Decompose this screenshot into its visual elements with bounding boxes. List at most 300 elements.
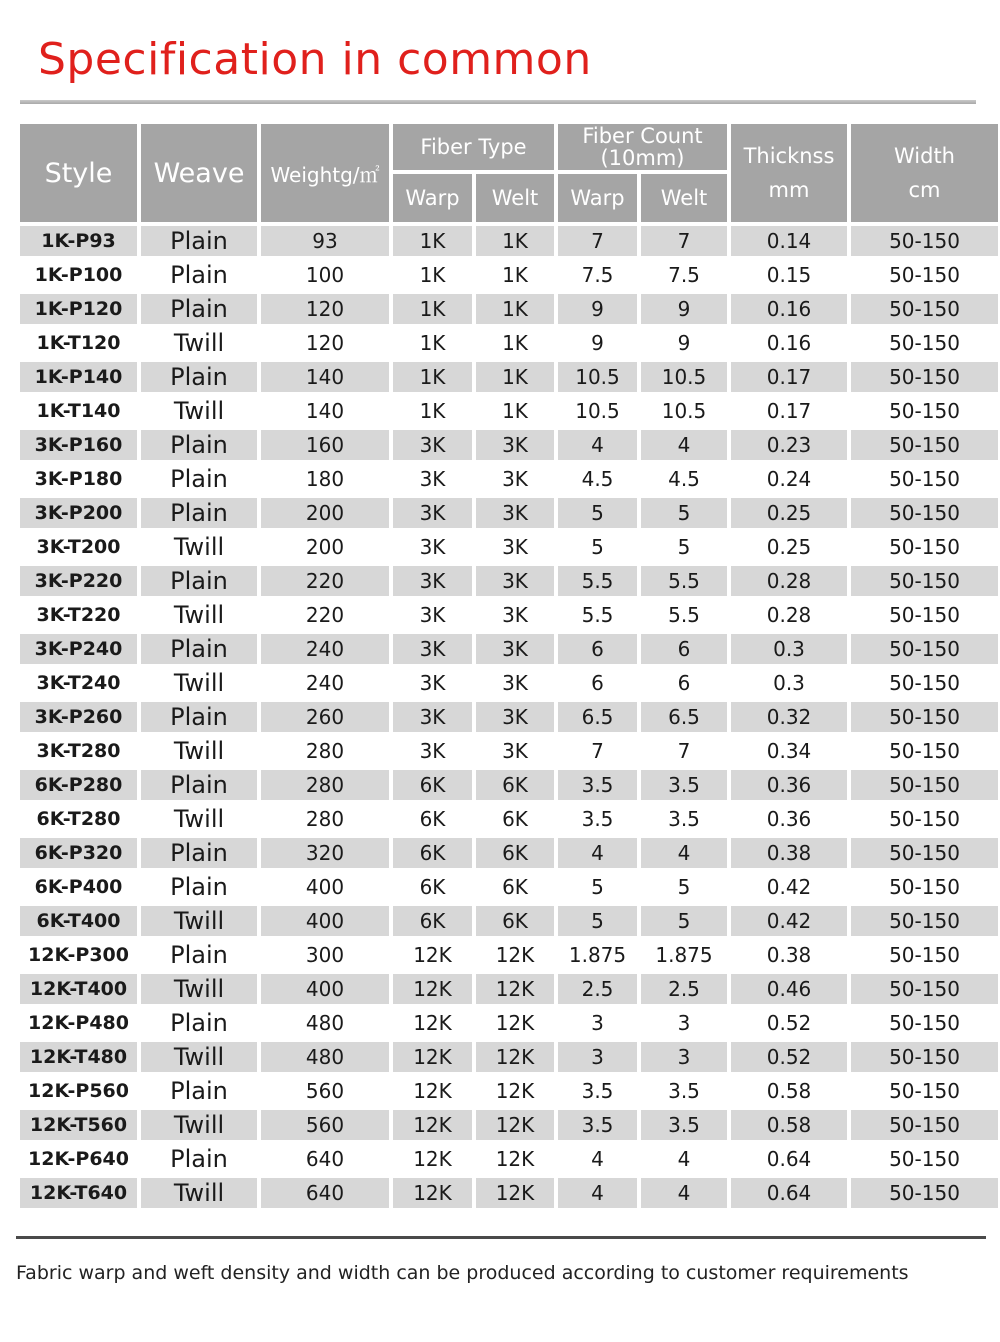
cell-fiber-count-welt: 3 (641, 1008, 727, 1038)
cell-fiber-type-welt: 6K (476, 804, 554, 834)
cell-fiber-count-welt: 3 (641, 1042, 727, 1072)
cell-style: 6K-P280 (20, 770, 137, 800)
cell-style: 12K-P560 (20, 1076, 137, 1106)
cell-fiber-type-warp: 3K (393, 702, 472, 732)
footer-divider (16, 1236, 986, 1239)
cell-fiber-count-warp: 10.5 (558, 362, 637, 392)
cell-thickness: 0.25 (731, 498, 847, 528)
cell-weight: 400 (261, 872, 389, 902)
cell-fiber-type-welt: 12K (476, 1110, 554, 1140)
footnote: Fabric warp and weft density and width can be produced according to customer requirements (16, 1262, 909, 1284)
cell-weight: 280 (261, 804, 389, 834)
cell-style: 3K-T280 (20, 736, 137, 766)
cell-fiber-count-welt: 7.5 (641, 260, 727, 290)
cell-fiber-count-welt: 6 (641, 668, 727, 698)
header-weave: Weave (141, 124, 257, 222)
cell-weight: 480 (261, 1042, 389, 1072)
cell-fiber-count-warp: 2.5 (558, 974, 637, 1004)
table-row (20, 600, 998, 630)
cell-fiber-count-welt: 2.5 (641, 974, 727, 1004)
cell-fiber-count-welt: 5.5 (641, 600, 727, 630)
cell-weight: 560 (261, 1076, 389, 1106)
table-row (20, 804, 998, 834)
cell-weight: 280 (261, 770, 389, 800)
cell-fiber-count-welt: 6.5 (641, 702, 727, 732)
cell-weave: Twill (141, 396, 257, 426)
cell-width: 50-150 (851, 226, 998, 256)
cell-width: 50-150 (851, 1110, 998, 1140)
cell-weight: 300 (261, 940, 389, 970)
cell-fiber-count-welt: 3.5 (641, 804, 727, 834)
cell-style: 3K-P180 (20, 464, 137, 494)
cell-fiber-type-warp: 1K (393, 294, 472, 324)
header-fiber-count (558, 124, 727, 170)
cell-thickness: 0.15 (731, 260, 847, 290)
cell-weave: Plain (141, 260, 257, 290)
cell-fiber-count-warp: 5.5 (558, 566, 637, 596)
table-row (20, 1076, 998, 1106)
cell-fiber-type-warp: 12K (393, 940, 472, 970)
cell-fiber-count-warp: 5.5 (558, 600, 637, 630)
table-row (20, 906, 998, 936)
cell-thickness: 0.28 (731, 600, 847, 630)
cell-thickness: 0.42 (731, 872, 847, 902)
cell-weight: 560 (261, 1110, 389, 1140)
cell-weave: Plain (141, 430, 257, 460)
table-row (20, 1042, 998, 1072)
cell-style: 6K-P320 (20, 838, 137, 868)
cell-width: 50-150 (851, 1178, 998, 1208)
cell-weave: Plain (141, 1008, 257, 1038)
cell-weave: Twill (141, 1110, 257, 1140)
cell-fiber-type-warp: 6K (393, 872, 472, 902)
cell-width: 50-150 (851, 804, 998, 834)
table-row (20, 940, 998, 970)
cell-style: 1K-P120 (20, 294, 137, 324)
cell-width: 50-150 (851, 600, 998, 630)
table-row (20, 396, 998, 426)
cell-thickness: 0.52 (731, 1042, 847, 1072)
cell-fiber-type-welt: 1K (476, 362, 554, 392)
cell-style: 6K-T400 (20, 906, 137, 936)
cell-thickness: 0.23 (731, 430, 847, 460)
cell-style: 3K-P200 (20, 498, 137, 528)
header-weight: Weightg/㎡ (261, 124, 389, 222)
cell-fiber-count-warp: 5 (558, 498, 637, 528)
cell-fiber-type-warp: 3K (393, 532, 472, 562)
cell-style: 1K-P93 (20, 226, 137, 256)
table-row (20, 566, 998, 596)
cell-thickness: 0.17 (731, 362, 847, 392)
cell-weave: Plain (141, 498, 257, 528)
cell-weave: Plain (141, 1076, 257, 1106)
cell-fiber-type-warp: 12K (393, 1144, 472, 1174)
cell-fiber-type-welt: 12K (476, 974, 554, 1004)
cell-fiber-count-welt: 5 (641, 872, 727, 902)
cell-width: 50-150 (851, 1008, 998, 1038)
table-row (20, 498, 998, 528)
cell-thickness: 0.42 (731, 906, 847, 936)
cell-weight: 640 (261, 1178, 389, 1208)
cell-weight: 640 (261, 1144, 389, 1174)
cell-fiber-count-welt: 7 (641, 736, 727, 766)
cell-fiber-type-welt: 12K (476, 1144, 554, 1174)
cell-fiber-type-welt: 3K (476, 668, 554, 698)
cell-thickness: 0.3 (731, 634, 847, 664)
cell-fiber-type-warp: 3K (393, 430, 472, 460)
cell-fiber-count-warp: 6.5 (558, 702, 637, 732)
cell-width: 50-150 (851, 940, 998, 970)
cell-thickness: 0.58 (731, 1076, 847, 1106)
cell-fiber-count-welt: 3.5 (641, 1076, 727, 1106)
table-row (20, 1144, 998, 1174)
cell-fiber-count-warp: 10.5 (558, 396, 637, 426)
cell-width: 50-150 (851, 702, 998, 732)
cell-weave: Twill (141, 328, 257, 358)
cell-fiber-type-welt: 3K (476, 736, 554, 766)
cell-fiber-type-welt: 12K (476, 1076, 554, 1106)
header-fiber-count-welt: Welt (641, 174, 727, 222)
cell-weight: 320 (261, 838, 389, 868)
cell-width: 50-150 (851, 328, 998, 358)
cell-fiber-count-welt: 7 (641, 226, 727, 256)
cell-style: 12K-T400 (20, 974, 137, 1004)
cell-fiber-count-welt: 5 (641, 906, 727, 936)
cell-weave: Twill (141, 906, 257, 936)
cell-fiber-count-welt: 4.5 (641, 464, 727, 494)
cell-fiber-count-warp: 4 (558, 430, 637, 460)
cell-fiber-type-welt: 3K (476, 702, 554, 732)
cell-width: 50-150 (851, 294, 998, 324)
table-row (20, 634, 998, 664)
cell-weave: Plain (141, 362, 257, 392)
header-fiber-count-line2: (10mm) (600, 146, 685, 170)
cell-weight: 93 (261, 226, 389, 256)
cell-width: 50-150 (851, 872, 998, 902)
cell-fiber-type-warp: 3K (393, 464, 472, 494)
cell-weave: Twill (141, 974, 257, 1004)
cell-fiber-count-warp: 5 (558, 872, 637, 902)
table-row (20, 1110, 998, 1140)
cell-fiber-type-welt: 1K (476, 260, 554, 290)
cell-weight: 140 (261, 362, 389, 392)
cell-fiber-count-warp: 7.5 (558, 260, 637, 290)
cell-fiber-type-warp: 12K (393, 1008, 472, 1038)
header-thickness (731, 124, 847, 222)
table-row (20, 770, 998, 800)
cell-weave: Plain (141, 226, 257, 256)
cell-thickness: 0.34 (731, 736, 847, 766)
cell-width: 50-150 (851, 430, 998, 460)
cell-fiber-count-warp: 4 (558, 1178, 637, 1208)
cell-thickness: 0.16 (731, 328, 847, 358)
cell-weave: Plain (141, 566, 257, 596)
cell-fiber-type-welt: 1K (476, 294, 554, 324)
cell-weight: 100 (261, 260, 389, 290)
header-fiber-type-warp: Warp (393, 174, 472, 222)
cell-weight: 140 (261, 396, 389, 426)
cell-fiber-count-warp: 6 (558, 668, 637, 698)
cell-style: 3K-T220 (20, 600, 137, 630)
cell-fiber-count-warp: 9 (558, 328, 637, 358)
cell-fiber-count-welt: 4 (641, 838, 727, 868)
header-width-line2: cm (908, 178, 941, 202)
cell-fiber-type-warp: 12K (393, 1110, 472, 1140)
cell-style: 1K-T140 (20, 396, 137, 426)
cell-weight: 120 (261, 328, 389, 358)
table-body (20, 226, 998, 1208)
cell-weave: Plain (141, 1144, 257, 1174)
table-row (20, 464, 998, 494)
cell-fiber-type-welt: 6K (476, 906, 554, 936)
cell-weave: Twill (141, 532, 257, 562)
cell-width: 50-150 (851, 498, 998, 528)
cell-fiber-type-welt: 12K (476, 1042, 554, 1072)
header-fiber-count-line1: Fiber Count (582, 123, 703, 148)
cell-fiber-count-warp: 5 (558, 906, 637, 936)
cell-fiber-count-warp: 9 (558, 294, 637, 324)
cell-style: 12K-T480 (20, 1042, 137, 1072)
cell-thickness: 0.52 (731, 1008, 847, 1038)
header-thickness-line2: mm (768, 178, 810, 202)
cell-weave: Plain (141, 634, 257, 664)
cell-fiber-count-welt: 10.5 (641, 362, 727, 392)
cell-weight: 280 (261, 736, 389, 766)
cell-fiber-type-warp: 3K (393, 600, 472, 630)
cell-fiber-count-welt: 10.5 (641, 396, 727, 426)
cell-fiber-count-warp: 6 (558, 634, 637, 664)
table-row (20, 226, 998, 256)
cell-width: 50-150 (851, 464, 998, 494)
cell-fiber-type-welt: 12K (476, 1008, 554, 1038)
cell-fiber-count-welt: 3.5 (641, 770, 727, 800)
cell-fiber-type-welt: 12K (476, 940, 554, 970)
cell-weave: Plain (141, 838, 257, 868)
cell-fiber-count-warp: 3.5 (558, 1076, 637, 1106)
cell-weight: 220 (261, 600, 389, 630)
cell-weight: 200 (261, 498, 389, 528)
cell-fiber-count-welt: 4 (641, 1178, 727, 1208)
cell-fiber-count-warp: 3 (558, 1008, 637, 1038)
cell-fiber-type-welt: 6K (476, 872, 554, 902)
cell-fiber-type-warp: 6K (393, 838, 472, 868)
table-row (20, 838, 998, 868)
cell-fiber-type-warp: 3K (393, 736, 472, 766)
table-row (20, 260, 998, 290)
cell-fiber-count-welt: 3.5 (641, 1110, 727, 1140)
cell-weight: 480 (261, 1008, 389, 1038)
cell-weight: 120 (261, 294, 389, 324)
cell-fiber-type-welt: 3K (476, 566, 554, 596)
cell-fiber-type-warp: 12K (393, 1042, 472, 1072)
cell-weave: Plain (141, 872, 257, 902)
cell-style: 3K-T200 (20, 532, 137, 562)
cell-fiber-type-welt: 1K (476, 396, 554, 426)
cell-weight: 240 (261, 668, 389, 698)
page-title: Specification in common (38, 34, 592, 85)
cell-fiber-type-welt: 3K (476, 532, 554, 562)
table-row (20, 1008, 998, 1038)
cell-fiber-type-welt: 3K (476, 634, 554, 664)
cell-fiber-count-warp: 3.5 (558, 770, 637, 800)
cell-style: 6K-P400 (20, 872, 137, 902)
cell-fiber-type-welt: 1K (476, 226, 554, 256)
cell-fiber-type-welt: 6K (476, 838, 554, 868)
cell-weight: 180 (261, 464, 389, 494)
cell-thickness: 0.3 (731, 668, 847, 698)
cell-fiber-type-warp: 1K (393, 260, 472, 290)
cell-style: 3K-P240 (20, 634, 137, 664)
cell-thickness: 0.14 (731, 226, 847, 256)
cell-weave: Twill (141, 804, 257, 834)
table-row (20, 532, 998, 562)
cell-fiber-count-warp: 4 (558, 838, 637, 868)
cell-thickness: 0.24 (731, 464, 847, 494)
cell-fiber-count-welt: 9 (641, 328, 727, 358)
cell-style: 12K-P300 (20, 940, 137, 970)
cell-weave: Plain (141, 464, 257, 494)
cell-style: 3K-P220 (20, 566, 137, 596)
cell-fiber-type-warp: 6K (393, 770, 472, 800)
cell-thickness: 0.16 (731, 294, 847, 324)
cell-fiber-type-warp: 12K (393, 1178, 472, 1208)
cell-weave: Plain (141, 294, 257, 324)
cell-fiber-count-welt: 4 (641, 1144, 727, 1174)
cell-style: 3K-T240 (20, 668, 137, 698)
cell-fiber-type-warp: 6K (393, 804, 472, 834)
table-row (20, 872, 998, 902)
cell-weave: Plain (141, 770, 257, 800)
table-header (20, 124, 998, 222)
table-row (20, 974, 998, 1004)
table-row (20, 702, 998, 732)
cell-weight: 400 (261, 974, 389, 1004)
cell-width: 50-150 (851, 974, 998, 1004)
cell-fiber-count-warp: 1.875 (558, 940, 637, 970)
cell-thickness: 0.64 (731, 1144, 847, 1174)
cell-fiber-type-warp: 6K (393, 906, 472, 936)
cell-style: 1K-T120 (20, 328, 137, 358)
cell-weave: Plain (141, 702, 257, 732)
cell-fiber-count-warp: 5 (558, 532, 637, 562)
cell-style: 6K-T280 (20, 804, 137, 834)
cell-fiber-count-welt: 1.875 (641, 940, 727, 970)
cell-weave: Twill (141, 668, 257, 698)
cell-weight: 240 (261, 634, 389, 664)
cell-weight: 220 (261, 566, 389, 596)
specification-table (16, 120, 1000, 1212)
cell-fiber-type-warp: 3K (393, 634, 472, 664)
cell-thickness: 0.36 (731, 804, 847, 834)
cell-thickness: 0.25 (731, 532, 847, 562)
cell-fiber-count-warp: 4 (558, 1144, 637, 1174)
cell-fiber-count-warp: 3 (558, 1042, 637, 1072)
header-fiber-count-warp: Warp (558, 174, 637, 222)
cell-thickness: 0.28 (731, 566, 847, 596)
cell-weight: 400 (261, 906, 389, 936)
cell-width: 50-150 (851, 634, 998, 664)
cell-width: 50-150 (851, 668, 998, 698)
cell-fiber-count-welt: 4 (641, 430, 727, 460)
cell-fiber-count-warp: 7 (558, 226, 637, 256)
cell-fiber-type-warp: 12K (393, 1076, 472, 1106)
cell-width: 50-150 (851, 396, 998, 426)
table-row (20, 328, 998, 358)
header-fiber-type: Fiber Type (393, 124, 554, 170)
cell-fiber-count-welt: 5 (641, 498, 727, 528)
cell-fiber-type-welt: 3K (476, 430, 554, 460)
cell-style: 12K-P640 (20, 1144, 137, 1174)
cell-fiber-type-welt: 3K (476, 600, 554, 630)
cell-fiber-count-warp: 3.5 (558, 804, 637, 834)
cell-width: 50-150 (851, 770, 998, 800)
cell-style: 12K-T640 (20, 1178, 137, 1208)
cell-thickness: 0.58 (731, 1110, 847, 1140)
cell-width: 50-150 (851, 566, 998, 596)
header-thickness-line1: Thicknss (743, 143, 835, 168)
cell-style: 3K-P260 (20, 702, 137, 732)
cell-fiber-type-welt: 1K (476, 328, 554, 358)
cell-thickness: 0.38 (731, 940, 847, 970)
cell-width: 50-150 (851, 532, 998, 562)
cell-weight: 260 (261, 702, 389, 732)
cell-style: 12K-P480 (20, 1008, 137, 1038)
cell-weave: Plain (141, 940, 257, 970)
cell-width: 50-150 (851, 260, 998, 290)
cell-weave: Twill (141, 1042, 257, 1072)
cell-thickness: 0.46 (731, 974, 847, 1004)
cell-fiber-type-welt: 3K (476, 498, 554, 528)
cell-thickness: 0.32 (731, 702, 847, 732)
cell-fiber-count-welt: 6 (641, 634, 727, 664)
cell-width: 50-150 (851, 1076, 998, 1106)
cell-thickness: 0.64 (731, 1178, 847, 1208)
title-divider (20, 100, 976, 104)
table-row (20, 668, 998, 698)
cell-fiber-type-warp: 3K (393, 498, 472, 528)
cell-fiber-type-warp: 1K (393, 226, 472, 256)
cell-style: 3K-P160 (20, 430, 137, 460)
header-width (851, 124, 998, 222)
cell-width: 50-150 (851, 1144, 998, 1174)
cell-fiber-type-welt: 3K (476, 464, 554, 494)
cell-style: 1K-P140 (20, 362, 137, 392)
cell-width: 50-150 (851, 362, 998, 392)
header-width-line1: Width (893, 143, 955, 168)
cell-weave: Twill (141, 1178, 257, 1208)
cell-fiber-type-warp: 12K (393, 974, 472, 1004)
table-row (20, 1178, 998, 1208)
cell-fiber-type-warp: 1K (393, 362, 472, 392)
cell-fiber-count-warp: 4.5 (558, 464, 637, 494)
cell-fiber-type-welt: 12K (476, 1178, 554, 1208)
cell-fiber-count-welt: 5.5 (641, 566, 727, 596)
table-row (20, 362, 998, 392)
cell-style: 1K-P100 (20, 260, 137, 290)
cell-style: 12K-T560 (20, 1110, 137, 1140)
header-fiber-type-welt: Welt (476, 174, 554, 222)
cell-fiber-type-warp: 1K (393, 328, 472, 358)
table-row (20, 294, 998, 324)
cell-thickness: 0.38 (731, 838, 847, 868)
table-row (20, 736, 998, 766)
cell-width: 50-150 (851, 736, 998, 766)
cell-weave: Twill (141, 600, 257, 630)
cell-weight: 160 (261, 430, 389, 460)
cell-fiber-count-warp: 3.5 (558, 1110, 637, 1140)
header-style: Style (20, 124, 137, 222)
cell-fiber-count-warp: 7 (558, 736, 637, 766)
